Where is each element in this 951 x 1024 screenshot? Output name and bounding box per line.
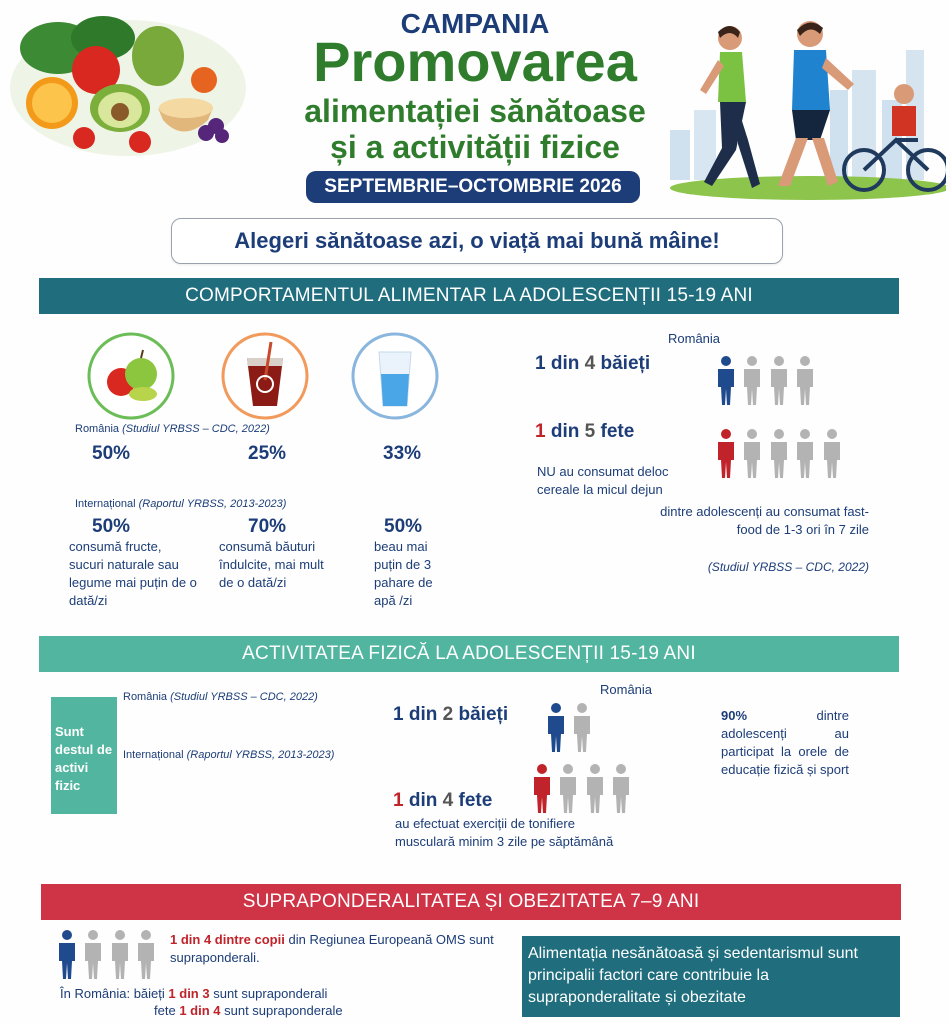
active-side-box	[51, 697, 117, 814]
exercise-text: au efectuat exerciții de tonifiere musculară minim 3 zile pe săptămână	[395, 816, 614, 849]
slogan-box	[171, 218, 783, 264]
right-source-1	[650, 560, 869, 574]
sweet-drink-icon	[219, 330, 311, 422]
romania-source-2	[123, 691, 318, 703]
section-eating-title: COMPORTAMENTUL ALIMENTAR LA ADOLESCENȚII 15-19 ANI	[185, 285, 753, 306]
fruit-icon	[85, 330, 177, 422]
person-icon	[768, 428, 790, 478]
pe-percent: 90%	[721, 708, 748, 723]
person-icon	[56, 929, 78, 979]
boys-n: 1	[535, 353, 546, 374]
desc-fruit: consumă fructe, sucuri naturale sau legume mai puțin de o dată/zi	[69, 539, 197, 608]
romania-source-ref: (Studiul YRBSS – CDC, 2022)	[122, 423, 270, 435]
person-icon	[135, 929, 157, 979]
romania-source-label: România	[75, 423, 120, 435]
ro-boys-ratio: 1 din 3	[168, 986, 210, 1001]
girls-total-2: 4	[442, 790, 454, 811]
girls-n-2: 1	[393, 790, 404, 811]
right-source-ref: (Studiul YRBSS – CDC, 2022)	[707, 560, 869, 574]
person-icon	[715, 428, 737, 478]
ro-girls-rest: sunt supraponderale	[224, 1003, 343, 1018]
fastfood-text: dintre adolescenți au consumat fast-food de 1-3 ori în 7 zile	[660, 504, 869, 537]
boys-label: băieți	[600, 353, 651, 374]
campaign-label: CAMPANIA	[400, 8, 550, 39]
boys-label-2: băieți	[458, 704, 509, 725]
girls-total: 5	[584, 421, 596, 442]
intl-value-drinks: 70%	[248, 516, 287, 537]
risk-factors-text: Alimentația nesănătoasă și sedentarismul sunt principalii factori care contribuie la supraponderalitate și obezitate	[528, 945, 858, 1006]
campaign-title: Promovarea	[313, 30, 637, 93]
boys-total-2: 2	[442, 704, 454, 725]
section-activity-title: ACTIVITATEA FIZICĂ LA ADOLESCENȚII 15-19 ANI	[242, 643, 696, 664]
boys-n-2: 1	[393, 704, 404, 725]
person-icon	[741, 355, 763, 405]
ro-boys-rest: sunt supraponderali	[213, 986, 328, 1001]
section-obesity-header	[41, 884, 901, 920]
boys-total: 4	[584, 353, 596, 374]
ro-girls-ratio: 1 din 4	[179, 1003, 221, 1018]
boys-icons-eating	[715, 355, 816, 410]
girls-n: 1	[535, 421, 546, 442]
intl-value-fruit: 50%	[92, 516, 131, 537]
section-obesity-title: SUPRAPONDERALITATEA ȘI OBEZITATEA 7–9 ANI	[242, 891, 700, 912]
romania-girls-stat	[154, 1002, 343, 1020]
ro-value-fruit: 50%	[92, 443, 131, 464]
children-icons	[56, 929, 157, 984]
campaign-period-badge	[306, 171, 640, 203]
risk-factors-box	[522, 936, 900, 1017]
romania-source-1	[75, 423, 270, 435]
boys-ratio-eating	[535, 353, 650, 375]
girls-label-2: fete	[458, 790, 493, 811]
campaign-subtitle-line2: și a activității fizice	[330, 129, 620, 165]
person-icon	[571, 702, 593, 752]
girls-ratio-activity	[393, 790, 492, 812]
girls-label: fete	[600, 421, 635, 442]
section-eating-header	[39, 278, 899, 314]
section-activity-header	[39, 636, 899, 672]
person-icon	[545, 702, 567, 752]
intl-value-water: 50%	[384, 516, 423, 537]
children-rest: din Regiunea Europeană OMS sunt supraponderali.	[170, 932, 494, 965]
girls-din-2: din	[408, 790, 438, 811]
intl-source-ref-2: (Raportul YRBSS, 2013-2023)	[186, 749, 335, 761]
girls-din: din	[550, 421, 580, 442]
active-side-box-text: Sunt destul de activi fizic	[55, 724, 113, 793]
person-icon	[794, 355, 816, 405]
intl-source-ref: (Raportul YRBSS, 2013-2023)	[138, 498, 287, 510]
person-icon	[715, 355, 737, 405]
intl-source-label-2: Internațional	[123, 749, 184, 761]
person-icon	[768, 355, 790, 405]
runners-illustration	[660, 10, 946, 200]
person-icon	[610, 763, 632, 813]
boys-din-2: din	[408, 704, 438, 725]
romania-source-ref-2: (Studiul YRBSS – CDC, 2022)	[170, 691, 318, 703]
person-icon	[82, 929, 104, 979]
romania-label-2: România	[600, 682, 653, 697]
children-stat	[170, 931, 500, 967]
ro-value-drinks: 25%	[248, 443, 287, 464]
person-icon	[109, 929, 131, 979]
person-icon	[584, 763, 606, 813]
children-ratio: 1 din 4 dintre copii	[170, 932, 285, 947]
intl-source-1	[75, 498, 286, 510]
ro-prefix: În România: băieți	[60, 986, 165, 1001]
intl-source-label: Internațional	[75, 498, 136, 510]
person-icon	[794, 428, 816, 478]
water-glass-icon	[349, 330, 441, 422]
desc-drinks: consumă băuturi îndulcite, mai mult de o dată/zi	[219, 539, 324, 590]
person-icon	[557, 763, 579, 813]
campaign-subtitle-line1: alimentației sănătoase	[304, 93, 646, 129]
cereals-text: NU au consumat deloc cereale la micul dejun	[537, 464, 669, 497]
boys-ratio-activity	[393, 704, 508, 726]
girls-ratio-eating	[535, 421, 634, 443]
girls-icons-activity	[531, 763, 632, 818]
girls-icons-eating	[715, 428, 843, 483]
romania-source-label-2: România	[123, 691, 168, 703]
pe-text: dintre adolescenți au participat la orele de educație fizică și sport	[721, 708, 849, 777]
romania-label-1: România	[668, 331, 721, 346]
person-icon	[821, 428, 843, 478]
person-icon	[741, 428, 763, 478]
desc-water: beau mai puțin de 3 pahare de apă /zi	[374, 539, 433, 608]
romania-boys-stat	[60, 985, 327, 1003]
boys-din: din	[550, 353, 580, 374]
intl-source-2	[123, 749, 334, 761]
campaign-period: SEPTEMBRIE–OCTOMBRIE 2026	[324, 176, 622, 197]
pe-participation	[721, 707, 849, 779]
person-icon	[531, 763, 553, 813]
ro-girls-prefix: fete	[154, 1003, 176, 1018]
slogan-text: Alegeri sănătoase azi, o viață mai bună mâine!	[234, 228, 720, 253]
vegetables-illustration	[8, 8, 248, 158]
ro-value-water: 33%	[383, 443, 422, 464]
boys-icons-activity	[545, 702, 593, 757]
